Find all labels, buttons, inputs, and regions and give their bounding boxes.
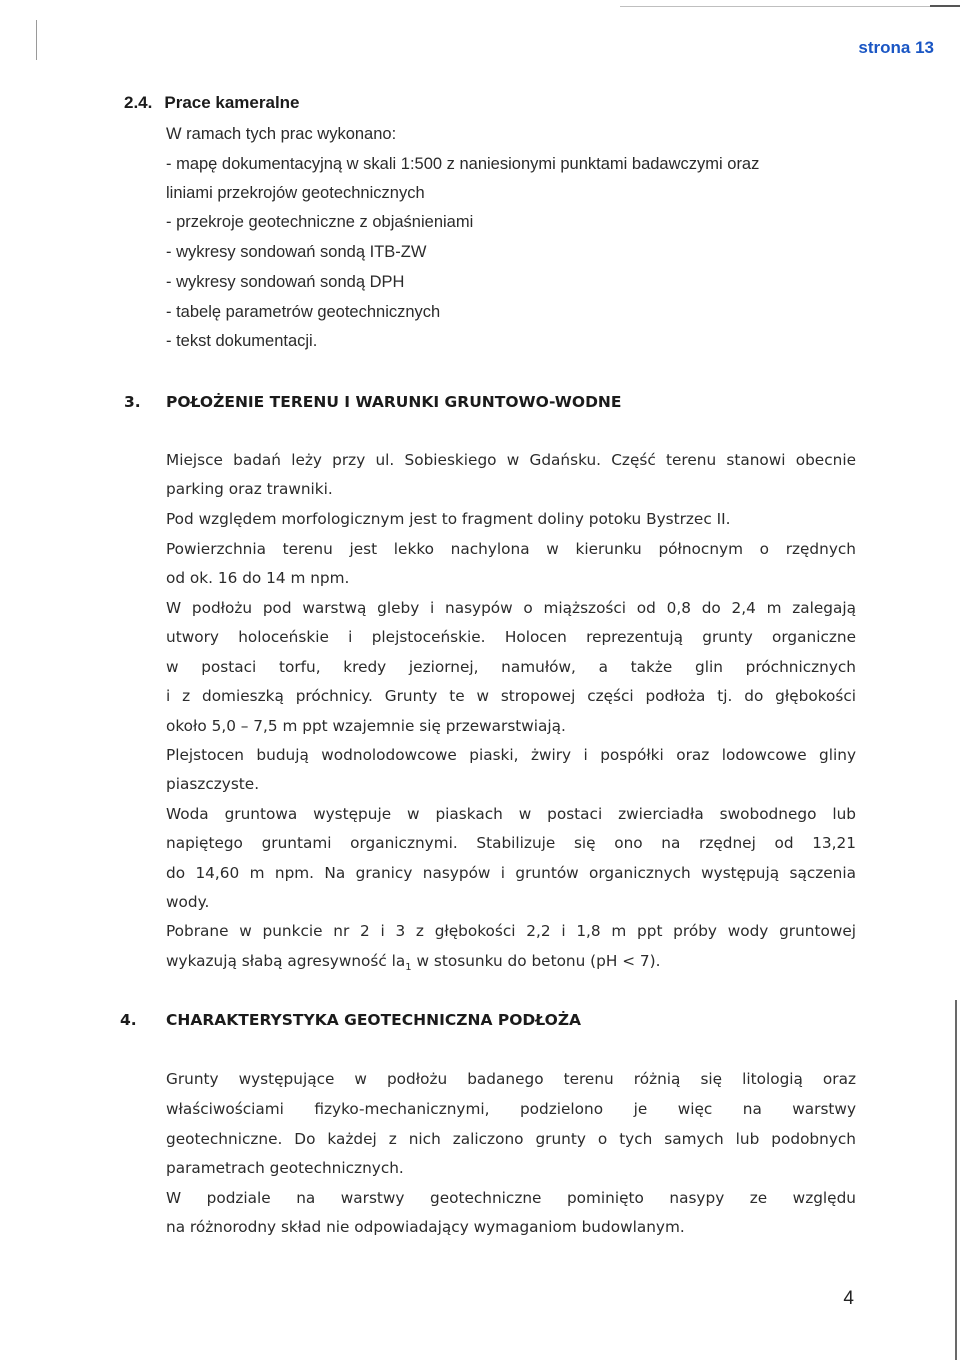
list-item: liniami przekrojów geotechnicznych [166,184,425,202]
section-2-4-title: Prace kameralne [164,93,300,112]
top-scan-mark [930,5,960,7]
paragraph-line: około 5,0 – 7,5 m ppt wzajemnie się przewarstwiają. [166,717,566,735]
aggressiveness-subscript: 1 [405,962,412,974]
paragraph-line: Grunty występujące w podłożu badanego terenu różnią się litologią oraz [166,1070,856,1088]
list-item: - wykresy sondowań sondą ITB-ZW [166,243,427,261]
paragraph-line: Miejsce badań leży przy ul. Sobieskiego w Gdańsku. Część terenu stanowi obecnie [166,451,856,469]
paragraph-line: w postaci torfu, kredy jeziornej, namułów, a także glin próchnicznych [166,658,856,676]
page-number: 4 [843,1288,854,1309]
aggressiveness-text-end: w stosunku do betonu (pH < 7). [411,952,661,970]
list-item: - tabelę parametrów geotechnicznych [166,303,441,321]
section-3-title: POŁOŻENIE TERENU I WARUNKI GRUNTOWO-WODNE [166,393,622,411]
section-2-4-intro: W ramach tych prac wykonano: [166,125,397,143]
section-3-number: 3. [124,393,141,411]
section-4-number: 4. [120,1011,137,1029]
left-scan-mark [36,20,37,60]
top-scan-rule [620,6,960,7]
paragraph-line: W podłożu pod warstwą gleby i nasypów o miąższości od 0,8 do 2,4 m zalegają [166,599,856,617]
paragraph-line: Pobrane w punkcie nr 2 i 3 z głębokości 2,2 i 1,8 m ppt próby wody gruntowej [166,922,856,940]
page-label: strona 13 [858,38,934,57]
paragraph-line: od ok. 16 do 14 m npm. [166,569,350,587]
paragraph-line: W podziale na warstwy geotechniczne pominięto nasypy ze względu [166,1189,856,1207]
paragraph-line: wody. [166,893,210,911]
paragraph-line: Woda gruntowa występuje w piaskach w postaci zwierciadła swobodnego lub [166,805,856,823]
paragraph-line: Plejstocen budują wodnolodowcowe piaski, żwiry i pospółki oraz lodowcowe gliny [166,746,856,764]
right-scan-edge [955,1000,957,1360]
paragraph-line: Pod względem morfologicznym jest to fragment doliny potoku Bystrzec II. [166,510,731,528]
paragraph-line: parking oraz trawniki. [166,480,333,498]
paragraph-line: geotechniczne. Do każdej z nich zaliczono grunty o tych samych lub podobnych [166,1130,856,1148]
paragraph-line: na różnorodny skład nie odpowiadający wymaganiom budowlanym. [166,1218,685,1236]
paragraph-line: piaszczyste. [166,775,260,793]
section-2-4-heading [124,93,300,113]
list-item: - wykresy sondowań sondą DPH [166,273,405,291]
paragraph-line: właściwościami fizyko-mechanicznymi, podzielono je więc na warstwy [166,1100,856,1118]
paragraph-line: do 14,60 m npm. Na granicy nasypów i gruntów organicznych występują sączenia [166,864,856,882]
list-item: - mapę dokumentacyjną w skali 1:500 z naniesionymi punktami badawczymi oraz [166,155,760,173]
paragraph-line: Powierzchnia terenu jest lekko nachylona w kierunku północnym o rzędnych [166,540,856,558]
paragraph-line: i z domieszką próchnicy. Grunty te w stropowej części podłoża tj. do głębokości [166,687,856,705]
paragraph-line-aggressiveness [166,952,856,973]
section-4-title: CHARAKTERYSTYKA GEOTECHNICZNA PODŁOŻA [166,1011,582,1029]
aggressiveness-text: wykazują słabą agresywność la [166,952,406,970]
list-item: - tekst dokumentacji. [166,332,318,350]
paragraph-line: napiętego gruntami organicznymi. Stabilizuje się ono na rzędnej od 13,21 [166,834,856,852]
paragraph-line: parametrach geotechnicznych. [166,1159,404,1177]
list-item: - przekroje geotechniczne z objaśnieniami [166,213,474,231]
paragraph-line: utwory holoceńskie i plejstoceńskie. Holocen reprezentują grunty organiczne [166,628,856,646]
section-2-4-number: 2.4. [124,93,153,112]
